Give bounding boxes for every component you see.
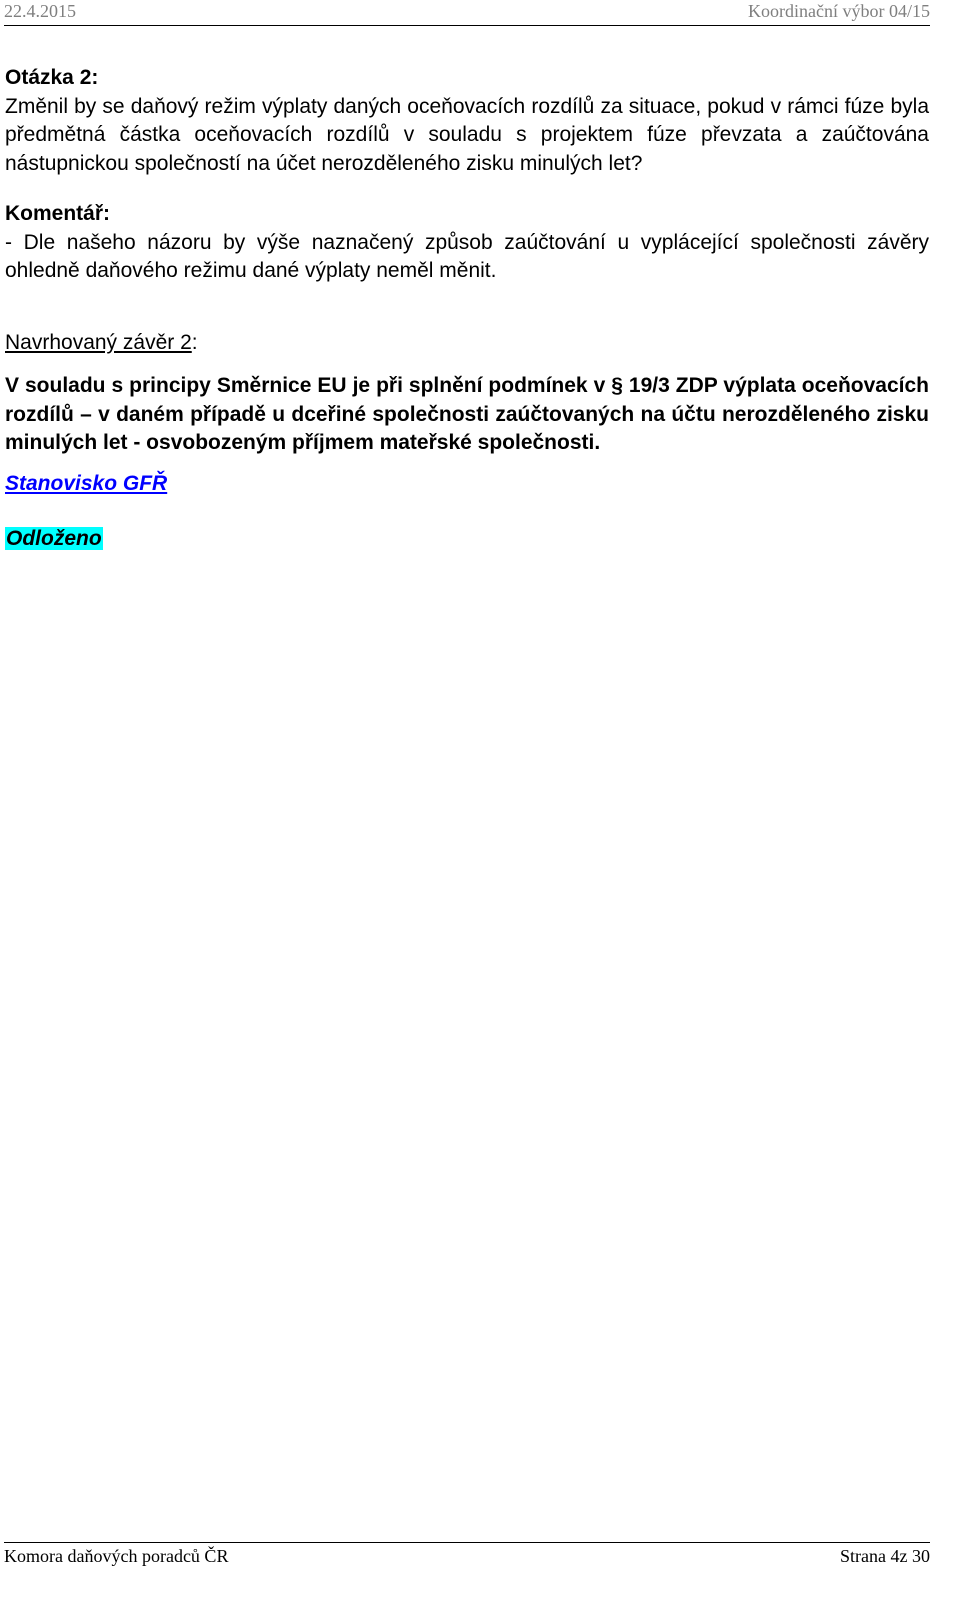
gfr-status	[5, 525, 929, 554]
footer-page-number: Strana 4z 30	[840, 1546, 930, 1566]
header-committee: Koordinační výbor 04/15	[748, 1, 930, 21]
page-header	[4, 0, 930, 26]
proposal-colon: :	[191, 330, 198, 354]
gfr-stance-link[interactable]: Stanovisko GFŘ	[5, 471, 168, 495]
document-body	[5, 64, 929, 554]
page-footer	[4, 1542, 930, 1567]
footer-organization: Komora daňových poradců ČR	[4, 1546, 229, 1566]
comment-text: - Dle našeho názoru by výše naznačený způsob zaúčtování u vyplácející společnosti závěry ohledně daňového režimu dané výplaty neměl měnit.	[5, 230, 929, 282]
proposal-heading	[5, 329, 929, 358]
header-date: 22.4.2015	[4, 1, 76, 21]
proposal-text: V souladu s principy Směrnice EU je při splnění podmínek v § 19/3 ZDP výplata oceňovacích rozdílů – v daném případě u dceřiné společnosti zaúčtovaných na účtu nerozděleného zisku minulých let - osvobozeným příjmem mateřské společnosti.	[5, 374, 929, 454]
question-label: Otázka 2:	[5, 66, 99, 89]
gfr-stance	[5, 470, 929, 499]
question-text: Změnil by se daňový režim výplaty daných oceňovacích rozdílů za situace, pokud v rámci fúze byla předmětná částka oceňovacích rozdílů v souladu s projektem fúze převzata a zaúčtována nástupnickou společností na účet nerozděleného zisku minulých let?	[5, 94, 929, 175]
status-badge: Odloženo	[6, 527, 102, 550]
proposal-label: Navrhovaný závěr 2	[5, 330, 192, 354]
comment-label: Komentář:	[5, 202, 111, 225]
